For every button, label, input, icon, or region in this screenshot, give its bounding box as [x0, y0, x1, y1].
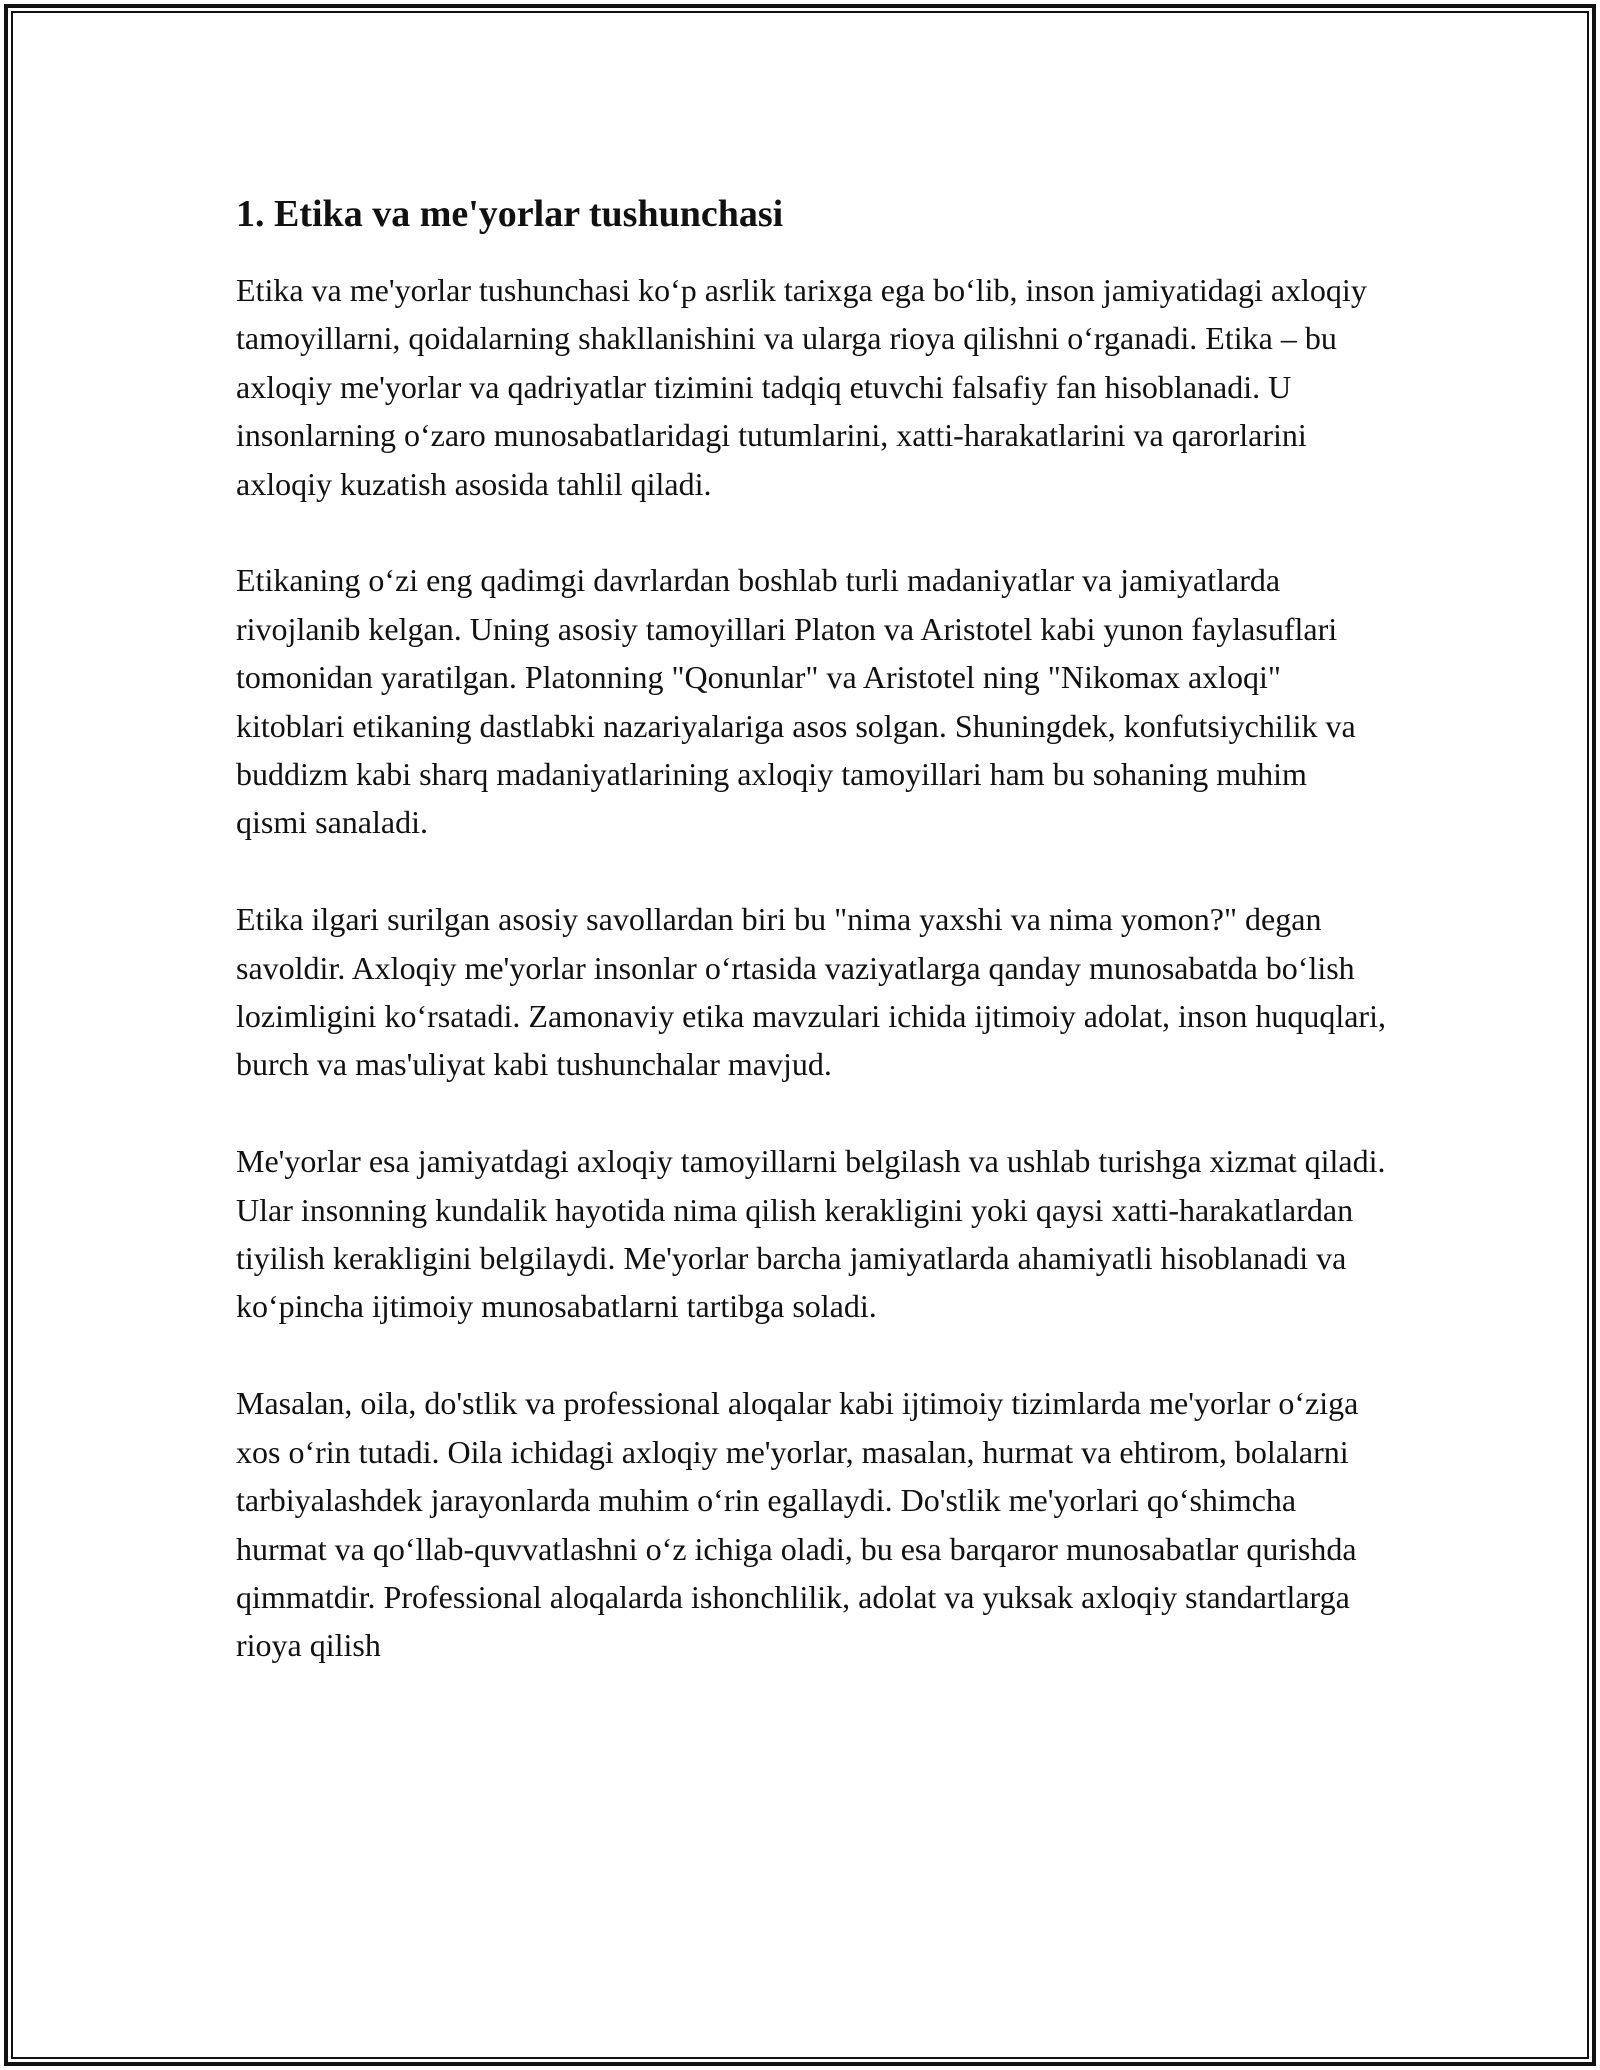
paragraph-4: Me'yorlar esa jamiyatdagi axloqiy tamoyillarni belgilash va ushlab turishga xizmat qiladi. Ular insonning kundalik hayotida nima qilish kerakligini yoki qaysi xatti-harakatlardan tiyilish kerakligini belgilaydi. Me'yorlar barcha jamiyatlarda ahamiyatli hisoblanadi va ko‘pincha ijtimoiy munosabatlarni tartibga soladi.	[236, 1143, 1386, 1325]
paragraph-3: Etika ilgari surilgan asosiy savollardan biri bu "nima yaxshi va nima yomon?" degan savoldir. Axloqiy me'yorlar insonlar o‘rtasida vaziyatlarga qanday munosabatda bo‘lish lozimligini ko‘rsatadi. Zamonaviy etika mavzulari ichida ijtimoiy adolat, inson huquqlari, burch va mas'uliyat kabi tushunchalar mavjud.	[236, 901, 1386, 1083]
document-body	[236, 186, 1386, 1670]
section-heading: 1. Etika va me'yorlar tushunchasi	[236, 193, 784, 235]
paragraph-2: Etikaning o‘zi eng qadimgi davrlardan boshlab turli madaniyatlar va jamiyatlarda rivojlanib kelgan. Uning asosiy tamoyillari Platon va Aristotel kabi yunon faylasuflari tomonidan yaratilgan. Platonning "Qonunlar" va Aristotel ning "Nikomax axloqi" kitoblari etikaning dastlabki nazariyalariga asos solgan. Shuningdek, konfutsiychilik va buddizm kabi sharq madaniyatlarining axloqiy tamoyillari ham bu sohaning muhim qismi sanaladi.	[236, 562, 1356, 841]
paragraph-1: Etika va me'yorlar tushunchasi ko‘p asrlik tarixga ega bo‘lib, inson jamiyatidagi axloqiy tamoyillarni, qoidalarning shakllanishini va ularga rioya qilishni o‘rganadi. Etika – bu axloqiy me'yorlar va qadriyatlar tizimini tadqiq etuvchi falsafiy fan hisoblanadi. U insonlarning o‘zaro munosabatlaridagi tutumlarini, xatti-harakatlarini va qarorlarini axloqiy kuzatish asosida tahlil qiladi.	[236, 272, 1367, 502]
paragraph-5: Masalan, oila, do'stlik va professional aloqalar kabi ijtimoiy tizimlarda me'yorlar o‘ziga xos o‘rin tutadi. Oila ichidagi axloqiy me'yorlar, masalan, hurmat va ehtirom, bolalarni tarbiyalashdek jarayonlarda muhim o‘rin egallaydi. Do'stlik me'yorlari qo‘shimcha hurmat va qo‘llab-quvvatlashni o‘z ichiga oladi, bu esa barqaror munosabatlar qurishda qimmatdir. Professional aloqalarda ishonchlilik, adolat va yuksak axloqiy standartlarga rioya qilish	[236, 1385, 1359, 1664]
